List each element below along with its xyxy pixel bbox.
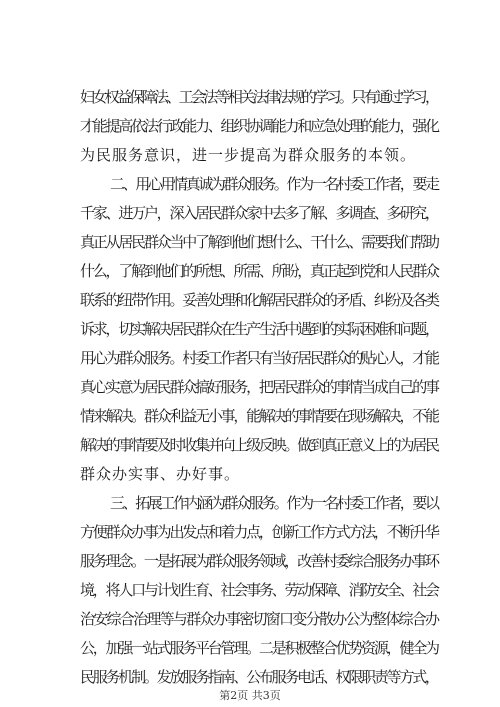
text-line: 为民服务意识，进一步提高为群众服务的本领。 [80,146,417,164]
text-line: 方便群众办事为出发点和着力点，创新工作方式方法，不断升华 [80,523,438,541]
text-line: 二、用心用情真诚为群众服务。作为一名村委工作者，要走 [110,175,438,193]
text-line: 才能提高依法行政能力、组织协调能力和应急处理的能力，强化 [80,117,438,135]
text-line: 境，将人口与计划生育、社会事务、劳动保障、消防安全、社会 [80,581,438,599]
text-line: 治安综合治理等与群众办事密切窗口变分散办公为整体综合办 [80,610,439,628]
text-line: 妇女权益保障法、工会法等相关法律法规的学习。只有通过学习， [80,88,438,106]
text-line: 情来解决。群众利益无小事，能解决的事情要在现场解决，不能 [80,407,438,425]
text-line: 真心实意为居民群众搞好服务，把居民群众的事情当成自己的事 [80,378,438,396]
text-line: 民服务机制。发放服务指南、公布服务电话、权限职责等方式， [80,668,438,686]
text-line: 千家、进万户，深入居民群众家中去多了解、多调查、多研究， [80,204,438,222]
page-number-footer: 第2页 共3页 [219,689,281,702]
text-line: 真正从居民群众当中了解到他们想什么、干什么、需要我们帮助 [80,233,438,251]
text-line: 解决的事情要及时收集并向上级反映。做到真正意义上的为居民 [80,436,438,454]
text-line: 联系的纽带作用。妥善处理和化解居民群众的矛盾、纠纷及各类 [80,291,438,309]
text-line: 服务理念。一是拓展为群众服务领域，改善村委综合服务办事环 [80,552,438,570]
text-line: 用心为群众服务。村委工作者只有当好居民群众的贴心人，才能 [80,349,438,367]
text-line: 公，加强一站式服务平台管理。二是积极整合优势资源，健全为 [80,639,438,657]
text-line: 什么，了解到他们的所想、所需、所盼，真正起到党和人民群众 [80,262,438,280]
text-line: 三、拓展工作内涵为群众服务。作为一名村委工作者，要以 [110,494,438,512]
text-line: 诉求，切实解决居民群众在生产生活中遇到的实际困难和问题， [80,320,438,338]
text-line: 群众办实事、办好事。 [80,465,241,483]
